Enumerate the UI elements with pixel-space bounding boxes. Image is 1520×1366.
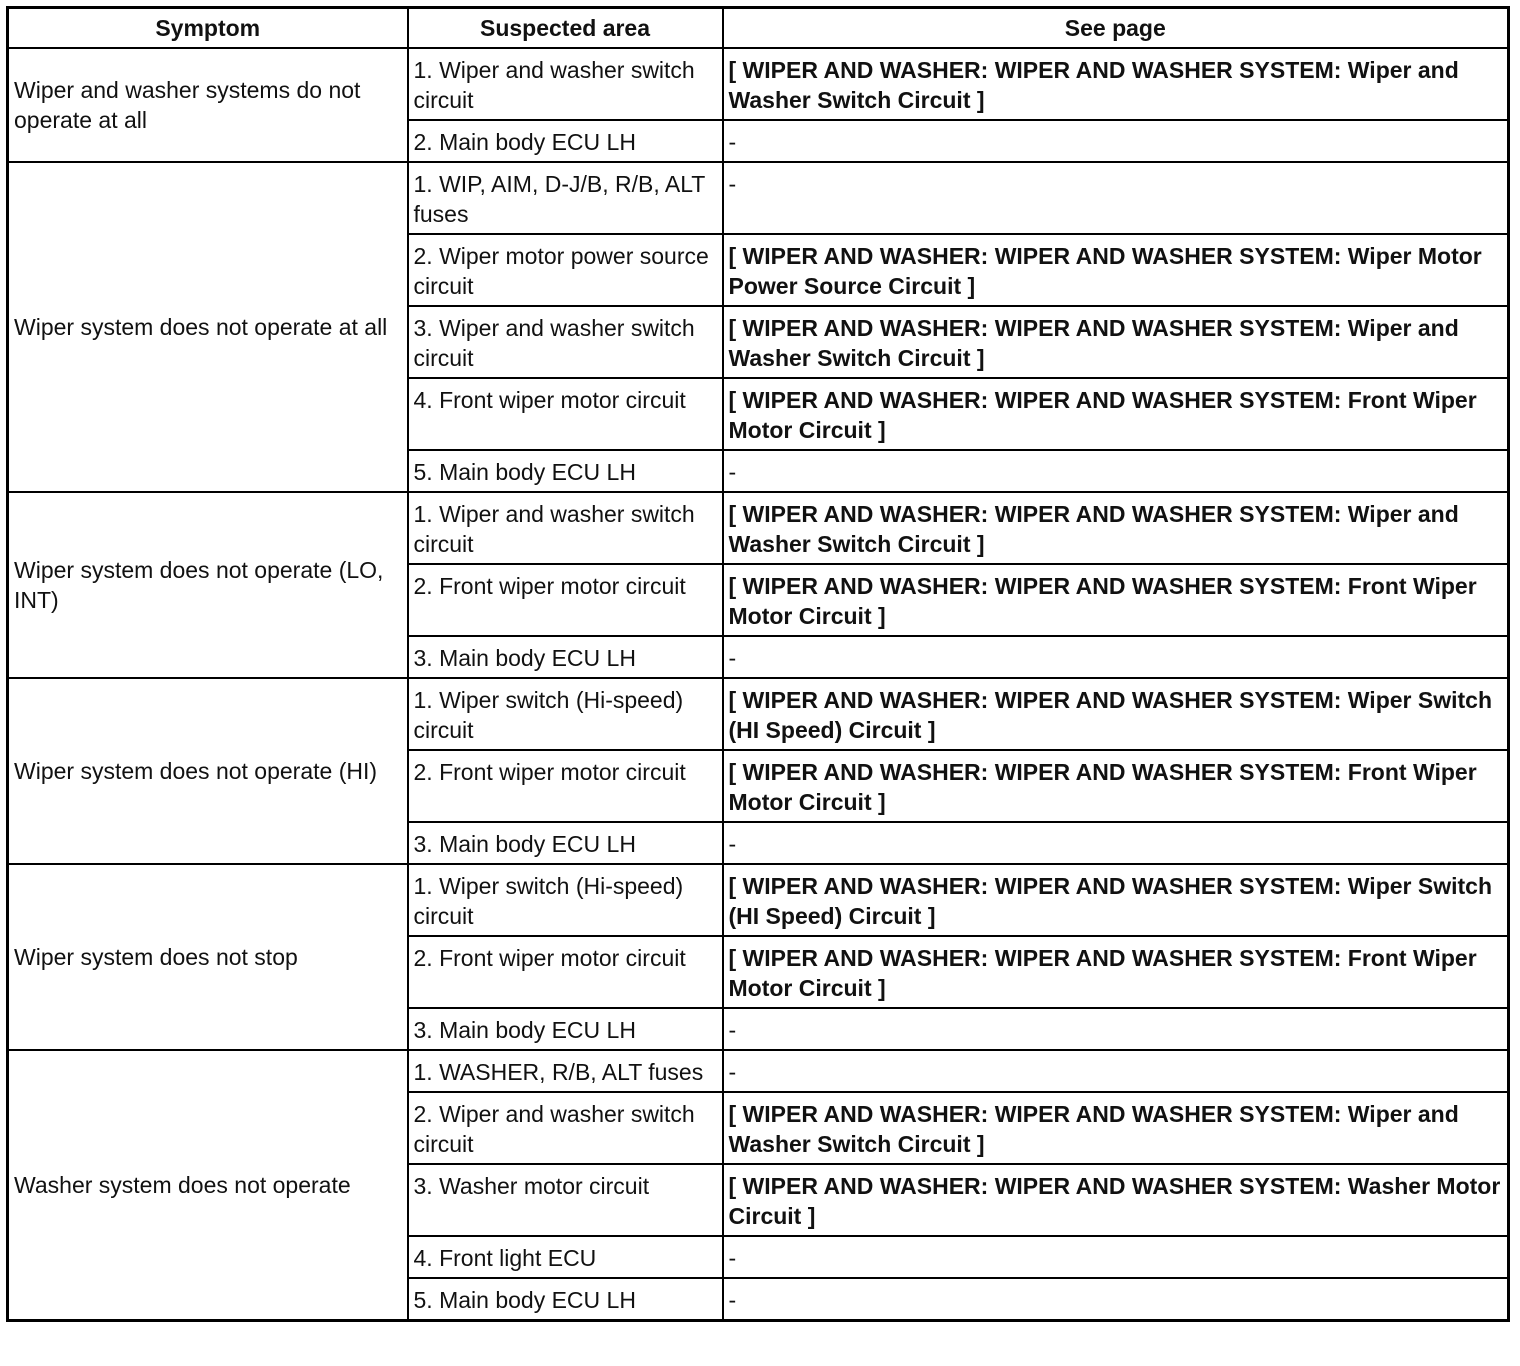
suspected-area-cell: 1. Wiper switch (Hi-speed) circuit bbox=[408, 678, 723, 750]
symptom-cell: Wiper system does not operate (HI) bbox=[8, 678, 408, 864]
suspected-area-cell: 2. Front wiper motor circuit bbox=[408, 750, 723, 822]
see-page-cell: [ WIPER AND WASHER: WIPER AND WASHER SYSTEM: Wiper and Washer Switch Circuit ] bbox=[723, 492, 1509, 564]
suspected-area-cell: 4. Front light ECU bbox=[408, 1236, 723, 1278]
table-row bbox=[8, 162, 1509, 234]
suspected-area-cell: 3. Main body ECU LH bbox=[408, 1008, 723, 1050]
header-suspected-area: Suspected area bbox=[408, 8, 723, 49]
see-page-cell: [ WIPER AND WASHER: WIPER AND WASHER SYSTEM: Front Wiper Motor Circuit ] bbox=[723, 378, 1509, 450]
table-row bbox=[8, 678, 1509, 750]
see-page-cell: [ WIPER AND WASHER: WIPER AND WASHER SYSTEM: Front Wiper Motor Circuit ] bbox=[723, 936, 1509, 1008]
see-page-cell: [ WIPER AND WASHER: WIPER AND WASHER SYSTEM: Washer Motor Circuit ] bbox=[723, 1164, 1509, 1236]
suspected-area-cell: 2. Main body ECU LH bbox=[408, 120, 723, 162]
see-page-cell: - bbox=[723, 636, 1509, 678]
suspected-area-cell: 2. Front wiper motor circuit bbox=[408, 564, 723, 636]
header-see-page: See page bbox=[723, 8, 1509, 49]
suspected-area-cell: 1. WASHER, R/B, ALT fuses bbox=[408, 1050, 723, 1092]
see-page-cell: [ WIPER AND WASHER: WIPER AND WASHER SYSTEM: Wiper Switch (HI Speed) Circuit ] bbox=[723, 678, 1509, 750]
see-page-cell: [ WIPER AND WASHER: WIPER AND WASHER SYSTEM: Wiper and Washer Switch Circuit ] bbox=[723, 1092, 1509, 1164]
see-page-cell: [ WIPER AND WASHER: WIPER AND WASHER SYSTEM: Wiper Motor Power Source Circuit ] bbox=[723, 234, 1509, 306]
see-page-cell: - bbox=[723, 162, 1509, 234]
see-page-cell: - bbox=[723, 1008, 1509, 1050]
suspected-area-cell: 3. Washer motor circuit bbox=[408, 1164, 723, 1236]
suspected-area-cell: 2. Front wiper motor circuit bbox=[408, 936, 723, 1008]
see-page-cell: - bbox=[723, 822, 1509, 864]
header-row bbox=[8, 8, 1509, 49]
table-row bbox=[8, 492, 1509, 564]
suspected-area-cell: 4. Front wiper motor circuit bbox=[408, 378, 723, 450]
suspected-area-cell: 2. Wiper and washer switch circuit bbox=[408, 1092, 723, 1164]
see-page-cell: - bbox=[723, 1050, 1509, 1092]
see-page-cell: [ WIPER AND WASHER: WIPER AND WASHER SYSTEM: Wiper and Washer Switch Circuit ] bbox=[723, 48, 1509, 120]
symptom-cell: Wiper and washer systems do not operate at all bbox=[8, 48, 408, 162]
symptom-cell: Wiper system does not operate (LO, INT) bbox=[8, 492, 408, 678]
see-page-cell: [ WIPER AND WASHER: WIPER AND WASHER SYSTEM: Front Wiper Motor Circuit ] bbox=[723, 564, 1509, 636]
header-symptom: Symptom bbox=[8, 8, 408, 49]
see-page-cell: - bbox=[723, 120, 1509, 162]
table-row bbox=[8, 864, 1509, 936]
symptom-cell: Washer system does not operate bbox=[8, 1050, 408, 1321]
suspected-area-cell: 2. Wiper motor power source circuit bbox=[408, 234, 723, 306]
see-page-cell: - bbox=[723, 1278, 1509, 1321]
see-page-cell: - bbox=[723, 450, 1509, 492]
suspected-area-cell: 5. Main body ECU LH bbox=[408, 1278, 723, 1321]
symptom-cell: Wiper system does not stop bbox=[8, 864, 408, 1050]
table-body bbox=[8, 48, 1509, 1321]
see-page-cell: [ WIPER AND WASHER: WIPER AND WASHER SYSTEM: Front Wiper Motor Circuit ] bbox=[723, 750, 1509, 822]
symptom-cell: Wiper system does not operate at all bbox=[8, 162, 408, 492]
problem-symptoms-table bbox=[6, 6, 1510, 1322]
suspected-area-cell: 3. Wiper and washer switch circuit bbox=[408, 306, 723, 378]
suspected-area-cell: 1. Wiper and washer switch circuit bbox=[408, 492, 723, 564]
suspected-area-cell: 1. WIP, AIM, D-J/B, R/B, ALT fuses bbox=[408, 162, 723, 234]
see-page-cell: [ WIPER AND WASHER: WIPER AND WASHER SYSTEM: Wiper and Washer Switch Circuit ] bbox=[723, 306, 1509, 378]
table-row bbox=[8, 48, 1509, 120]
suspected-area-cell: 3. Main body ECU LH bbox=[408, 822, 723, 864]
table-row bbox=[8, 1050, 1509, 1092]
suspected-area-cell: 3. Main body ECU LH bbox=[408, 636, 723, 678]
suspected-area-cell: 5. Main body ECU LH bbox=[408, 450, 723, 492]
suspected-area-cell: 1. Wiper and washer switch circuit bbox=[408, 48, 723, 120]
suspected-area-cell: 1. Wiper switch (Hi-speed) circuit bbox=[408, 864, 723, 936]
see-page-cell: - bbox=[723, 1236, 1509, 1278]
see-page-cell: [ WIPER AND WASHER: WIPER AND WASHER SYSTEM: Wiper Switch (HI Speed) Circuit ] bbox=[723, 864, 1509, 936]
